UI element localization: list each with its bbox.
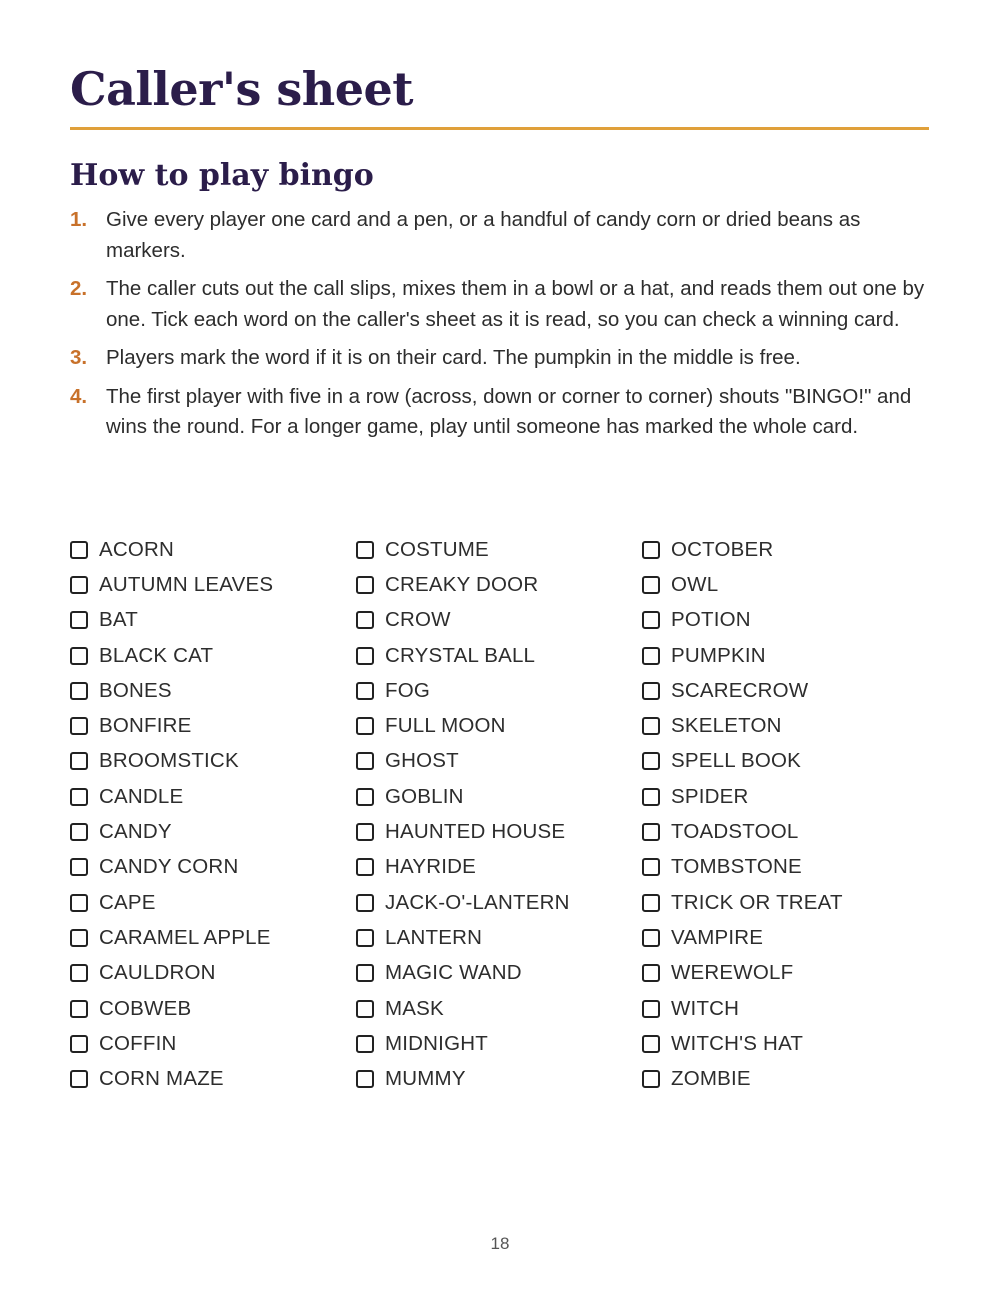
word-item <box>70 956 350 991</box>
word-label: OWL <box>671 572 719 596</box>
word-item <box>642 779 922 814</box>
word-checkbox[interactable] <box>356 1070 374 1088</box>
word-item <box>642 708 922 743</box>
word-item <box>356 744 636 779</box>
step-number: 4. <box>70 384 88 408</box>
word-label: ACORN <box>99 537 175 561</box>
word-checkbox[interactable] <box>70 682 88 700</box>
word-item <box>356 567 636 602</box>
word-label: CANDLE <box>99 784 184 808</box>
word-label: HAYRIDE <box>385 855 477 879</box>
word-item <box>356 991 636 1026</box>
word-item <box>70 779 350 814</box>
word-label: BONFIRE <box>99 714 192 738</box>
word-item <box>356 779 636 814</box>
word-item <box>642 532 922 567</box>
word-item <box>356 1026 636 1061</box>
page-number: 18 <box>490 1234 510 1253</box>
word-label: CANDY <box>99 820 172 844</box>
word-label: MUMMY <box>385 1067 466 1091</box>
word-label: COBWEB <box>99 996 192 1020</box>
word-item <box>70 920 350 955</box>
word-item <box>70 638 350 673</box>
instructions-list <box>70 205 930 451</box>
word-label: POTION <box>671 608 751 632</box>
word-item <box>70 744 350 779</box>
word-item <box>642 638 922 673</box>
word-label: SPELL BOOK <box>671 749 801 773</box>
word-item <box>642 956 922 991</box>
word-label: SKELETON <box>671 714 782 738</box>
word-label: GHOST <box>385 749 459 773</box>
word-label: WEREWOLF <box>671 961 794 985</box>
word-label: OCTOBER <box>671 537 774 561</box>
word-item <box>70 567 350 602</box>
word-label: VAMPIRE <box>671 925 764 949</box>
word-item <box>70 850 350 885</box>
word-checkbox[interactable] <box>642 541 660 559</box>
word-label: CORN MAZE <box>99 1067 224 1091</box>
word-checkbox[interactable] <box>70 1035 88 1053</box>
word-column-2 <box>356 532 636 1097</box>
word-label: CANDY CORN <box>99 855 239 879</box>
word-label: JACK-O'-LANTERN <box>385 890 570 914</box>
word-label: FULL MOON <box>385 714 506 738</box>
word-item <box>642 603 922 638</box>
word-label: SPIDER <box>671 784 749 808</box>
page-title: Caller's sheet <box>70 62 413 116</box>
word-checkbox[interactable] <box>642 894 660 912</box>
word-item <box>356 850 636 885</box>
word-checkbox[interactable] <box>356 964 374 982</box>
word-label: TOMBSTONE <box>671 855 802 879</box>
word-item <box>356 532 636 567</box>
word-label: WITCH <box>671 996 740 1020</box>
word-label: PUMPKIN <box>671 643 766 667</box>
word-item <box>70 708 350 743</box>
word-column-3 <box>642 532 922 1097</box>
word-label: CAPE <box>99 890 156 914</box>
word-checkbox[interactable] <box>356 1035 374 1053</box>
step-number: 3. <box>70 346 88 369</box>
word-label: WITCH'S HAT <box>671 1031 804 1055</box>
instruction-step <box>70 274 930 335</box>
word-checkbox[interactable] <box>70 717 88 735</box>
word-item <box>356 638 636 673</box>
word-checkbox[interactable] <box>70 929 88 947</box>
instruction-step <box>70 205 930 266</box>
word-checkbox[interactable] <box>70 858 88 876</box>
word-column-1 <box>70 532 350 1097</box>
word-label: AUTUMN LEAVES <box>99 572 274 596</box>
word-checkbox[interactable] <box>642 823 660 841</box>
word-checkbox[interactable] <box>356 788 374 806</box>
word-label: BLACK CAT <box>99 643 214 667</box>
word-item <box>642 920 922 955</box>
word-checkbox[interactable] <box>642 929 660 947</box>
word-item <box>356 708 636 743</box>
word-checkbox[interactable] <box>356 929 374 947</box>
word-label: BONES <box>99 678 172 702</box>
word-checkbox[interactable] <box>642 788 660 806</box>
word-label: MASK <box>385 996 444 1020</box>
word-label: COSTUME <box>385 537 489 561</box>
word-checkbox[interactable] <box>642 858 660 876</box>
word-item <box>642 991 922 1026</box>
word-checkbox[interactable] <box>70 647 88 665</box>
word-label: CREAKY DOOR <box>385 572 539 596</box>
word-checkbox[interactable] <box>356 752 374 770</box>
instruction-step <box>70 382 930 443</box>
word-checkbox[interactable] <box>356 858 374 876</box>
word-item <box>642 850 922 885</box>
word-item <box>70 885 350 920</box>
word-item <box>356 885 636 920</box>
step-number: 1. <box>70 208 88 231</box>
word-item <box>70 532 350 567</box>
word-checkbox[interactable] <box>642 717 660 735</box>
word-item <box>70 673 350 708</box>
word-checkbox[interactable] <box>70 752 88 770</box>
word-item <box>356 603 636 638</box>
word-checkbox[interactable] <box>356 611 374 629</box>
word-label: COFFIN <box>99 1031 177 1055</box>
word-item <box>70 814 350 849</box>
word-item <box>70 1026 350 1061</box>
word-label: MIDNIGHT <box>385 1031 488 1055</box>
word-item <box>642 673 922 708</box>
word-checkbox[interactable] <box>642 682 660 700</box>
word-checkbox[interactable] <box>356 894 374 912</box>
word-checkbox[interactable] <box>356 823 374 841</box>
word-item <box>642 885 922 920</box>
word-checklist <box>70 532 930 1102</box>
word-label: MAGIC WAND <box>385 961 522 985</box>
word-label: TOADSTOOL <box>671 820 799 844</box>
instruction-step <box>70 343 930 374</box>
word-label: BAT <box>99 608 138 632</box>
word-label: CROW <box>385 608 451 632</box>
word-checkbox[interactable] <box>70 823 88 841</box>
word-label: LANTERN <box>385 925 483 949</box>
step-number: 2. <box>70 277 88 300</box>
word-checkbox[interactable] <box>70 541 88 559</box>
word-label: BROOMSTICK <box>99 749 239 773</box>
word-checkbox[interactable] <box>642 1035 660 1053</box>
step-text: Players mark the word if it is on their card. The pumpkin in the middle is free. <box>106 346 801 369</box>
step-text: The first player with five in a row (across, down or corner to corner) shouts "BINGO!" and wins the round. For a longer game, play until someone has marked the whole card. <box>106 384 912 438</box>
word-item <box>70 603 350 638</box>
section-heading: How to play bingo <box>70 158 374 193</box>
word-label: CAULDRON <box>99 961 216 985</box>
word-item <box>642 567 922 602</box>
word-checkbox[interactable] <box>70 788 88 806</box>
word-item <box>356 814 636 849</box>
word-item <box>356 956 636 991</box>
word-item <box>356 673 636 708</box>
word-item <box>642 744 922 779</box>
word-label: GOBLIN <box>385 784 464 808</box>
word-checkbox[interactable] <box>356 1000 374 1018</box>
word-checkbox[interactable] <box>70 894 88 912</box>
title-divider <box>70 127 929 130</box>
word-checkbox[interactable] <box>70 964 88 982</box>
word-item <box>356 1061 636 1096</box>
word-checkbox[interactable] <box>642 1000 660 1018</box>
word-checkbox[interactable] <box>70 576 88 594</box>
word-item <box>642 814 922 849</box>
word-item <box>70 1061 350 1096</box>
step-text: Give every player one card and a pen, or a handful of candy corn or dried beans as markers. <box>106 208 861 262</box>
word-checkbox[interactable] <box>642 1070 660 1088</box>
word-checkbox[interactable] <box>642 964 660 982</box>
word-checkbox[interactable] <box>642 647 660 665</box>
word-checkbox[interactable] <box>642 611 660 629</box>
step-text: The caller cuts out the call slips, mixes them in a bowl or a hat, and reads them out one by one. Tick each word on the caller's sheet as it is read, so you can check a winning card. <box>106 277 925 331</box>
word-label: CARAMEL APPLE <box>99 925 271 949</box>
word-checkbox[interactable] <box>642 576 660 594</box>
word-item <box>642 1061 922 1096</box>
word-checkbox[interactable] <box>356 647 374 665</box>
word-checkbox[interactable] <box>70 1000 88 1018</box>
word-item <box>642 1026 922 1061</box>
word-label: ZOMBIE <box>671 1067 751 1091</box>
word-label: TRICK OR TREAT <box>671 890 843 914</box>
word-checkbox[interactable] <box>642 752 660 770</box>
word-label: FOG <box>385 678 431 702</box>
word-label: HAUNTED HOUSE <box>385 820 566 844</box>
word-checkbox[interactable] <box>70 611 88 629</box>
word-item <box>70 991 350 1026</box>
word-checkbox[interactable] <box>356 682 374 700</box>
word-label: CRYSTAL BALL <box>385 643 536 667</box>
word-checkbox[interactable] <box>356 541 374 559</box>
word-checkbox[interactable] <box>70 1070 88 1088</box>
word-item <box>356 920 636 955</box>
word-label: SCARECROW <box>671 678 809 702</box>
word-checkbox[interactable] <box>356 717 374 735</box>
word-checkbox[interactable] <box>356 576 374 594</box>
